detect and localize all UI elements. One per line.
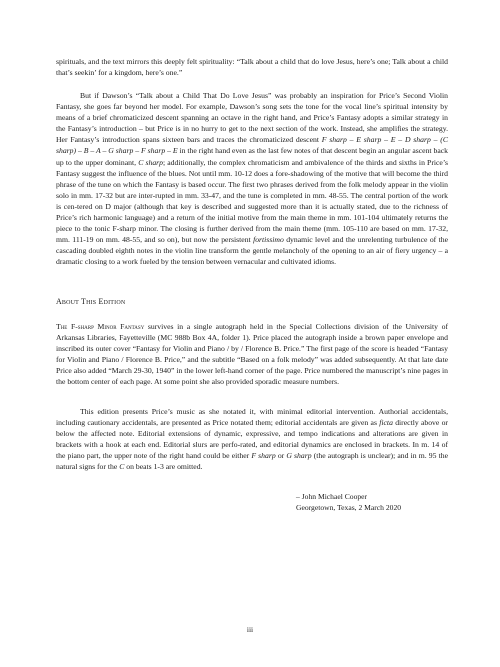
paragraph-dawson-text-b: in the right hand even as the last few notes of that descent begin an angular ascent back up to the upper dominant, bbox=[56, 146, 448, 167]
paragraph-edition-text-c: (the autograph is unclear); and in m. 95 the natural signs for the bbox=[56, 451, 448, 472]
paragraph-dawson bbox=[56, 90, 448, 268]
page-number: iii bbox=[246, 625, 254, 634]
paragraph-source-text: survives in a single autograph held in the Special Collections division of the University of Arkansas Libraries, Fayetteville (MC 988b Box 4A, folder 1). Price placed the autograph inside a brown paper envelope and inscribed its outer cover “Fantasy for Violin and Piano / by / Florence B. Price.” The first page of the score is headed “Fantasy for Violin and Piano / Florence B. Price,” and the subtitle “Based on a folk melody” was added subsequently. At that late date Price also added “March 29-30, 1940” in the lower left-hand corner of the page. Price numbered the manuscript’s nine pages in the bottom center of each page. At some point she also provided sporadic measure numbers. bbox=[56, 322, 449, 387]
fortissimo-term: fortissimo bbox=[253, 235, 284, 245]
paragraph-source bbox=[56, 321, 448, 388]
signature-author: – John Michael Cooper bbox=[296, 492, 368, 501]
paragraph-edition-text-b: directly above or below the affected note. Editorial extensions of dynamic, expressive, and tempo indications and alterations are given in brackets with a hook at each end. Editorial slurs are perfo-rated, and editorial dynamics are enclosed in brackets. In m. 14 of the piano part, the upper note of the right hand could be either bbox=[56, 418, 448, 461]
paragraph-dawson-text-d: dynamic level and the unrelenting turbulence of the cascading doubled eighth notes in the violin line transform the gentle melancholy of the opening to an air of fiery urgency – a dramatic closing to a work fueled by the tension between vernacular and cultivated idioms. bbox=[56, 235, 448, 267]
note-c: C bbox=[119, 462, 125, 472]
section-heading: About This Edition bbox=[56, 297, 126, 306]
ficta-term: ficta bbox=[379, 418, 393, 428]
paragraph-intro bbox=[56, 56, 448, 78]
note-f-sharp: F sharp bbox=[251, 451, 276, 461]
paragraph-dawson-text-c: ; additionally, the complex chromaticism and ambivalence of the thirds and sixths in Price’s Fantasy suggest the influence of the blues. Not until mm. 10-12 does a fore-shadowing of the motive that will become the third phrase of the tune on which the Fantasy is based occur. The first two phrases derived from the folk melody appear in the violin solo in mm. 17-32 but are inter-rupted in mm. 33-47, and the tune is completed in mm. 48-55. The central portion of the work is cen-tered on D major (although that key is described and suggested more than it is actually stated, due to the richness of Price’s rich harmonic language) and a return of the initial motive from the main theme in mm. 101-104 ultimately returns the piece to the tonic F-sharp minor. The closing is further derived from the main theme (mm. 105-110 are based on mm. 17-32, mm. 111-19 on mm. 48-55, and so on), but now the persistent bbox=[56, 157, 448, 245]
paragraph-edition-text-a: This edition presents Price’s music as she notated it, with minimal editorial intervention. Authorial accidentals, including cautionary accidentals, are presented as Price notated them; editorial accidentals are given as bbox=[56, 407, 448, 428]
paragraph-intro-text: spirituals, and the text mirrors this deeply felt spirituality: “Talk about a child that do love Jesus, here’s one; Talk about a child that’s seekin’ for a kingdom, here’s one.” bbox=[56, 57, 448, 78]
signature-place-date: Georgetown, Texas, 2 March 2020 bbox=[296, 503, 402, 512]
paragraph-edition-text-d: on beats 1-3 are omitted. bbox=[124, 462, 203, 472]
upper-dominant-note: C sharp bbox=[138, 157, 163, 167]
paragraph-dawson-text-a: But if Dawson’s “Talk about a Child That Do Love Jesus” was probably an inspiration for Price’s Second Violin Fantasy, she goes far beyond her model. For example, Dawson’s song sets the tone for the vocal line’s spiritual intensity by means of a brief chromaticized descent spanning an octave in the right hand, and Price’s Fantasy adopts a similar strategy in the Fantasy’s introduction – but Price is in no hurry to get to the next section of the work. Instead, she amplifies the strategy. Her Fantasy’s introduction spans sixteen bars and traces the chromaticized descent bbox=[56, 91, 448, 145]
paragraph-edition-or: or bbox=[275, 451, 287, 461]
work-title-smallcaps: The F-sharp Minor Fantasy bbox=[56, 322, 145, 331]
note-g-sharp: G sharp bbox=[286, 451, 312, 461]
descent-sequence: F sharp – E sharp – E – D sharp – (C sharp) – B – A – G sharp – F sharp – E bbox=[56, 135, 448, 156]
paragraph-edition bbox=[56, 406, 448, 473]
